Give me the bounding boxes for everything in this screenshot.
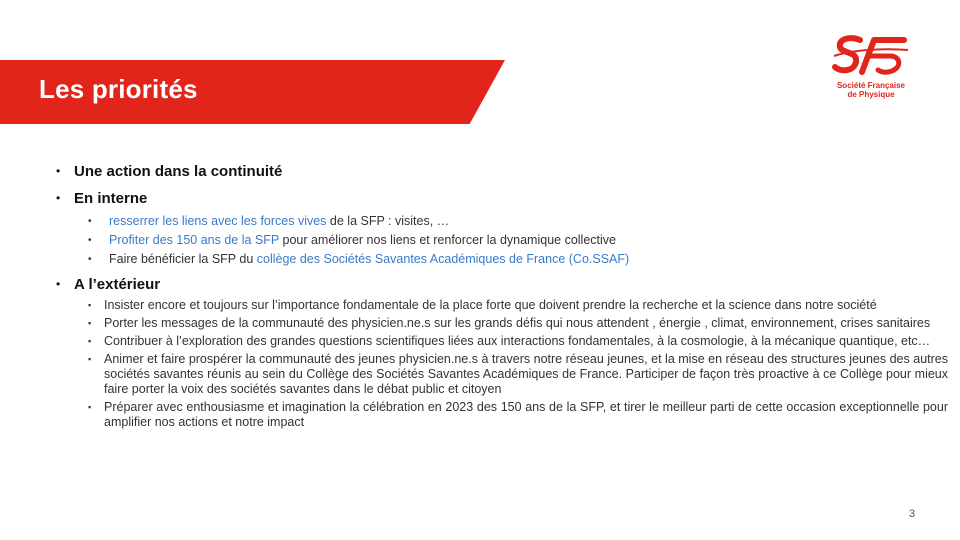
list-item-text: Préparer avec enthousiasme et imagination la célébration en 2023 des 150 ans de la SFP, et tirer le meilleur parti de cette occasion exceptionnelle pour amplifier nos actions et notre impact xyxy=(104,400,948,429)
bullet-label: A l’extérieur xyxy=(74,276,161,293)
sub-item xyxy=(52,231,952,250)
highlight-text: Profiter des 150 ans de la SFP xyxy=(109,233,280,247)
bullet-label: Une action dans la continuité xyxy=(74,163,283,180)
list-item xyxy=(88,298,948,313)
bullet-interne xyxy=(52,185,952,212)
exterieur-sublist xyxy=(52,298,952,430)
page-number: 3 xyxy=(908,508,916,520)
bullet-continuite xyxy=(52,158,952,185)
logo-text-line1: Société Française xyxy=(836,81,906,90)
plain-text: pour améliorer nos liens et renforcer la dynamique collective xyxy=(279,233,616,247)
plain-text: de la SFP : visites, … xyxy=(326,214,450,228)
logo-text-line2: de Physique xyxy=(847,90,895,99)
highlight-text: resserrer les liens avec les forces vives xyxy=(109,214,327,228)
interne-sublist xyxy=(52,212,952,269)
bullet-dot: • xyxy=(56,164,61,178)
bullet-exterieur xyxy=(52,271,952,298)
sub-item xyxy=(52,212,952,231)
sub-bullet-dot: • xyxy=(88,216,92,227)
sub-bullet-dot: • xyxy=(88,235,92,246)
sub-bullet-dot: • xyxy=(88,254,92,265)
list-item xyxy=(88,316,948,331)
list-item xyxy=(88,400,948,430)
list-item-text: Contribuer à l’exploration des grandes questions scientifiques liées aux interactions fondamentales, à la cosmologie, à la mécanique quantique, etc… xyxy=(104,334,931,348)
list-item xyxy=(88,334,948,349)
list-item-text: Insister encore et toujours sur l’importance fondamentale de la place forte que doivent prendre la recherche et la science dans notre société xyxy=(104,298,877,312)
list-item-text: Porter les messages de la communauté des physicien.ne.s sur les grands défis qui nous attendent , énergie , climat, environnement, crises sanitaires xyxy=(104,316,931,330)
highlight-text: collège des Sociétés Savantes Académiques de France (Co.SSAF) xyxy=(256,252,630,266)
bullet-list xyxy=(52,158,952,433)
plain-text: Faire bénéficier la SFP du xyxy=(109,252,257,266)
square-bullet-icon: ▪ xyxy=(88,300,92,310)
square-bullet-icon: ▪ xyxy=(88,318,92,328)
list-item xyxy=(88,352,948,397)
sfp-logo-mark-icon xyxy=(832,34,910,78)
sfp-logo xyxy=(826,34,916,100)
square-bullet-icon: ▪ xyxy=(88,402,92,412)
bullet-dot: • xyxy=(56,191,61,205)
bullet-label: En interne xyxy=(74,190,148,207)
list-item-text: Animer et faire prospérer la communauté des jeunes physicien.ne.s à travers notre réseau jeunes, et la mise en réseau des structures jeunes des autres sociétés savantes réunis au sein du Collège des Sociétés Savantes Académiques de France. Participer de façon très proactive à ce Collège pour mieux faire porter la voix des sociétés savantes dans le débat public et citoyen xyxy=(104,352,948,396)
slide-title: Les priorités xyxy=(39,74,198,104)
square-bullet-icon: ▪ xyxy=(88,354,92,364)
sub-item xyxy=(52,250,952,269)
bullet-dot: • xyxy=(56,277,61,291)
square-bullet-icon: ▪ xyxy=(88,336,92,346)
